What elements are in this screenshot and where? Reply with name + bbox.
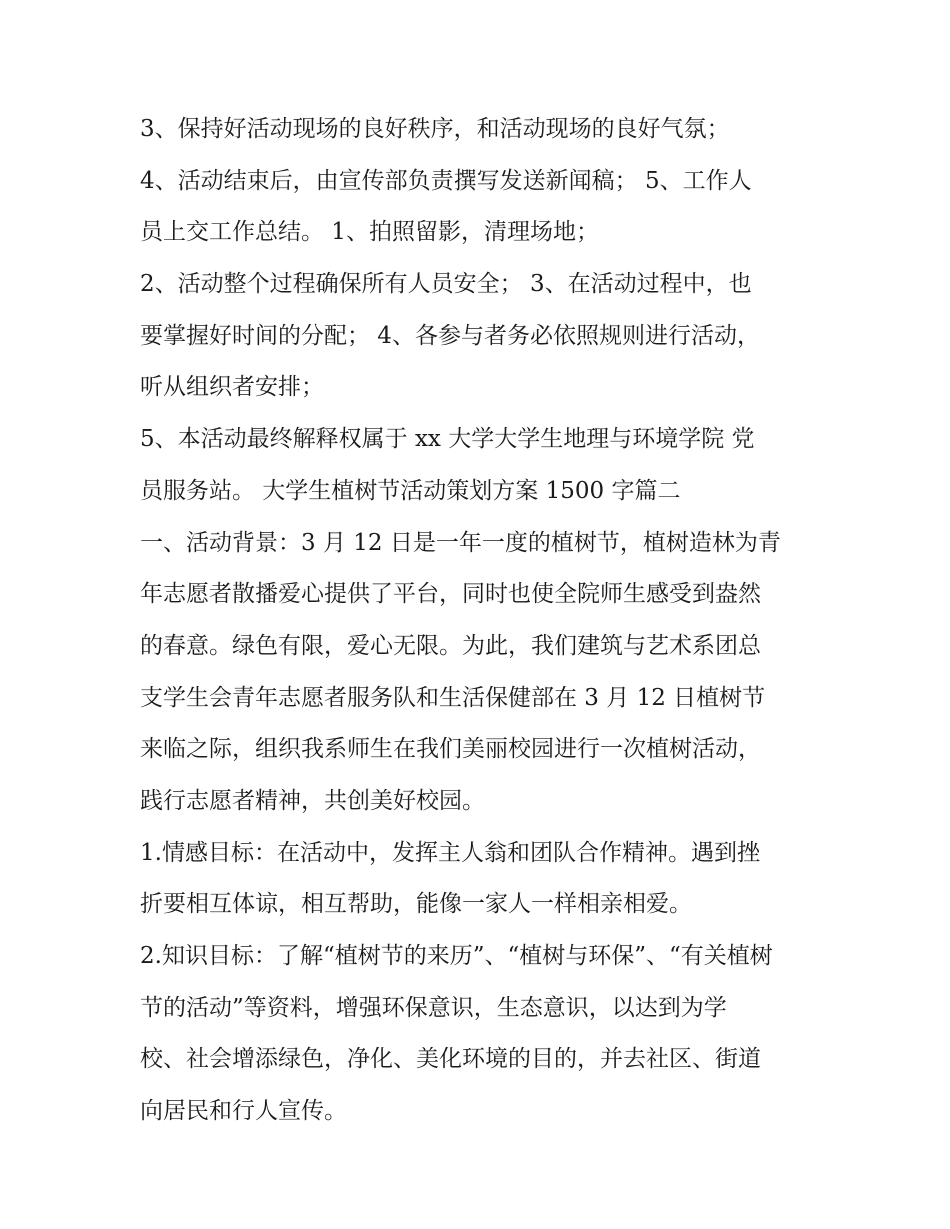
text-line: 折要相互体谅，相互帮助，能像一家人一样相亲相爱。 — [140, 891, 692, 918]
text-line: 一、活动背景：3 月 12 日是一年一度的植树节，植树造林为青 — [140, 529, 781, 556]
text-line: 2、活动整个过程确保所有人员安全； 3、在活动过程中，也 — [140, 271, 752, 298]
document-body — [140, 104, 820, 1138]
text-line: 5、本活动最终解释权属于 xx 大学大学生地理与环境学院 党 — [140, 426, 755, 453]
text-line: 节的活动”等资料，增强环保意识，生态意识，以达到为学 — [140, 994, 727, 1021]
text-line: 听从组织者安排； — [140, 374, 324, 401]
text-line: 要掌握好时间的分配； 4、各参与者务必依照规则进行活动， — [140, 322, 760, 349]
text-line: 来临之际，组织我系师生在我们美丽校园进行一次植树活动， — [140, 736, 761, 763]
text-line: 践行志愿者精神，共创美好校园。 — [140, 787, 485, 814]
text-line: 向居民和行人宣传。 — [140, 1098, 347, 1125]
text-line: 支学生会青年志愿者服务队和生活保健部在 3 月 12 日植树节 — [140, 684, 766, 711]
text-line: 2.知识目标：了解“植树节的来历”、“植树与环保”、“有关植树 — [140, 943, 773, 969]
text-line: 员上交工作总结。 1、拍照留影，清理场地； — [140, 219, 599, 246]
text-line: 年志愿者散播爱心提供了平台，同时也使全院师生感受到盎然 — [140, 581, 761, 608]
text-line: 1.情感目标：在活动中，发挥主人翁和团队合作精神。遇到挫 — [140, 839, 760, 866]
text-line: 员服务站。 大学生植树节活动策划方案 1500 字篇二 — [140, 477, 681, 504]
text-line: 的春意。绿色有限，爱心无限。为此，我们建筑与艺术系团总 — [140, 632, 761, 659]
text-line: 3、保持好活动现场的良好秩序，和活动现场的良好气氛； — [140, 116, 730, 142]
text-line: 校、社会增添绿色，净化、美化环境的目的，并去社区、街道 — [140, 1046, 761, 1073]
text-line: 4、活动结束后，由宣传部负责撰写发送新闻稿； 5、工作人 — [140, 167, 752, 194]
